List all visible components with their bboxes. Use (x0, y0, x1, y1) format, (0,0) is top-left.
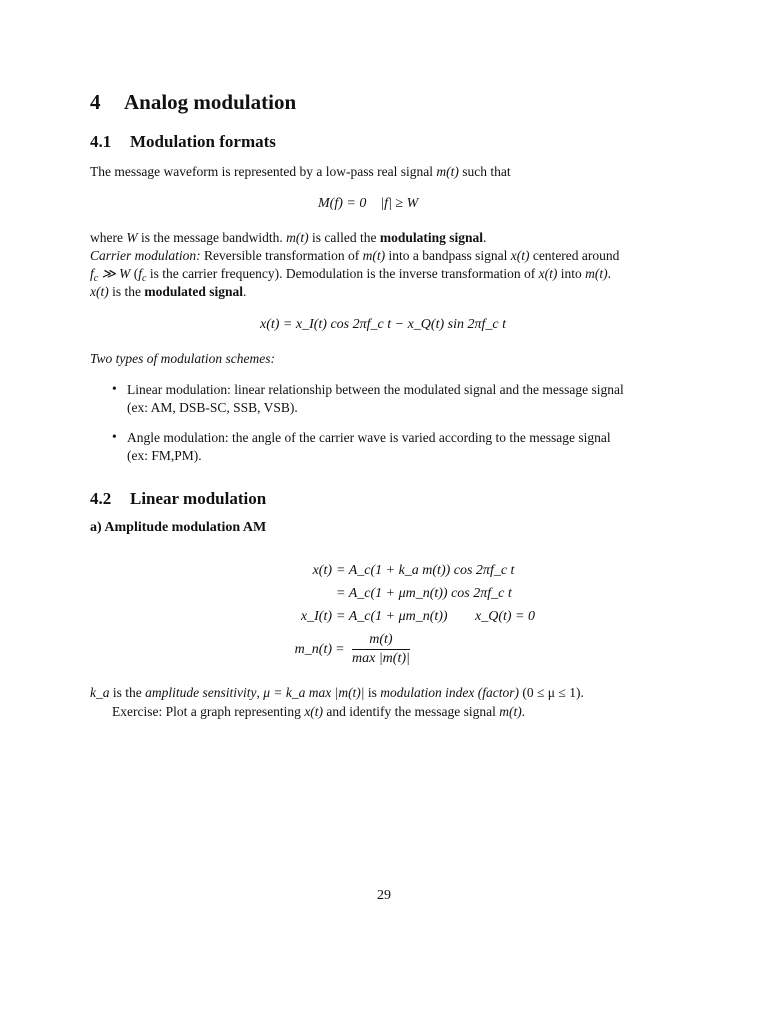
am-eq-row1-rhs: = A_c(1 + k_a m(t)) cos 2πf_c t (336, 563, 515, 578)
text: is the (108, 284, 145, 299)
text: centered around (529, 248, 620, 263)
bold-term-modulated-signal: modulated signal (144, 284, 244, 299)
paragraph-exercise (112, 703, 525, 721)
bullet-dot: • (112, 381, 117, 396)
subsection-number: 4.2 (90, 489, 112, 508)
subsection-heading-4-1 (90, 132, 276, 152)
term-amplitude-sensitivity: amplitude sensitivity (145, 685, 257, 700)
math-mu-equation: μ = k_a max |m(t)| (263, 685, 365, 700)
paragraph-where (90, 229, 486, 247)
section-heading (90, 90, 296, 115)
text: . (607, 266, 611, 281)
text: . (243, 284, 247, 299)
equation-rhs: |f| ≥ W (380, 196, 419, 211)
paragraph-ka (90, 684, 584, 702)
math-x-t: x(t) (90, 284, 109, 299)
intro-text: The message waveform is represented by a low-pass real signal (90, 164, 437, 179)
bullet-angle-line2: (ex: FM,PM). (127, 448, 202, 463)
text: where (90, 230, 127, 245)
text: is the message bandwidth. (137, 230, 287, 245)
math-x-t: x(t) (538, 266, 558, 281)
equation-bandwidth (318, 196, 418, 212)
text: . (521, 704, 526, 719)
math-gg-W: ≫ W (98, 266, 131, 281)
math-m-t: m(t) (286, 230, 309, 245)
subsection-title: Modulation formats (130, 132, 276, 151)
am-eq-row3-xq: x_Q(t) = 0 (475, 609, 535, 624)
math-m-t: m(t) (436, 164, 459, 179)
math-subscript-c: c (142, 273, 147, 284)
text: Exercise: Plot a graph representing (112, 704, 305, 719)
text: is the carrier frequency). Demodulation is the inverse transformation of (146, 266, 539, 281)
term-modulation-index: modulation index (factor) (380, 685, 520, 700)
am-eq-row3-lhs: x_I(t) (300, 609, 332, 624)
text: Reversible transformation of (200, 248, 363, 263)
bullet-angle-line1: Angle modulation: the angle of the carrier wave is varied according to the message signal (127, 430, 611, 445)
text: . (482, 230, 487, 245)
subsection-heading-4-2 (90, 489, 266, 509)
math-W: W (126, 230, 138, 245)
paragraph-carrier-line3 (90, 283, 246, 301)
label-carrier-modulation: Carrier modulation: (90, 248, 201, 263)
fraction-numerator: m(t) (352, 632, 410, 650)
am-eq-row1-lhs: x(t) (312, 563, 332, 578)
bullet-linear-line1: Linear modulation: linear relationship between the modulated signal and the message signal (127, 382, 624, 397)
math-ka: k_a (90, 685, 110, 700)
fraction-denominator: max |m(t)| (352, 651, 410, 666)
paragraph-carrier-line2 (90, 265, 611, 283)
bullet-linear-line2: (ex: AM, DSB-SC, SSB, VSB). (127, 400, 298, 415)
am-eq-row4-fraction (352, 632, 410, 667)
math-f: f (138, 266, 142, 281)
math-f: f (90, 266, 94, 281)
math-subscript-c: c (93, 273, 99, 284)
intro-text-end: such that (458, 164, 511, 179)
section-title: Analog modulation (124, 90, 297, 114)
equation-lhs: M(f) = 0 (318, 196, 367, 211)
am-eq-row3-rhs: = A_c(1 + μm_n(t)) (336, 609, 448, 624)
am-eq-row4-lhs: m_n(t) (294, 642, 332, 657)
am-heading: a) Amplitude modulation AM (90, 520, 267, 535)
text: is the (109, 685, 146, 700)
math-x-t: x(t) (304, 704, 324, 719)
text: and identify the message signal (323, 704, 500, 719)
section-number: 4 (90, 90, 101, 114)
math-x-t: x(t) (510, 248, 530, 263)
text: is (364, 685, 381, 700)
subsection-title: Linear modulation (130, 489, 267, 508)
equation-bandpass: x(t) = x_I(t) cos 2πf_c t − x_Q(t) sin 2πf_c t (260, 317, 506, 332)
math-m-t: m(t) (499, 704, 522, 719)
paragraph-carrier-line1 (90, 247, 619, 265)
text: into (557, 266, 586, 281)
subsection-number: 4.1 (90, 132, 112, 151)
am-eq-row4-equals: = (336, 642, 344, 657)
intro-paragraph (90, 163, 511, 181)
am-eq-row2-rhs: = A_c(1 + μm_n(t)) cos 2πf_c t (336, 586, 512, 601)
fraction (352, 632, 410, 667)
text: into a bandpass signal (385, 248, 511, 263)
bold-term-modulating-signal: modulating signal (379, 230, 483, 245)
bullet-dot: • (112, 429, 117, 444)
text: (0 ≤ μ ≤ 1). (519, 685, 584, 700)
page-number: 29 (377, 888, 391, 903)
text: ( (130, 266, 139, 281)
types-heading: Two types of modulation schemes: (90, 351, 275, 366)
math-m-t: m(t) (362, 248, 386, 263)
text: , (256, 685, 264, 700)
text: is called the (308, 230, 380, 245)
math-m-t: m(t) (585, 266, 608, 281)
